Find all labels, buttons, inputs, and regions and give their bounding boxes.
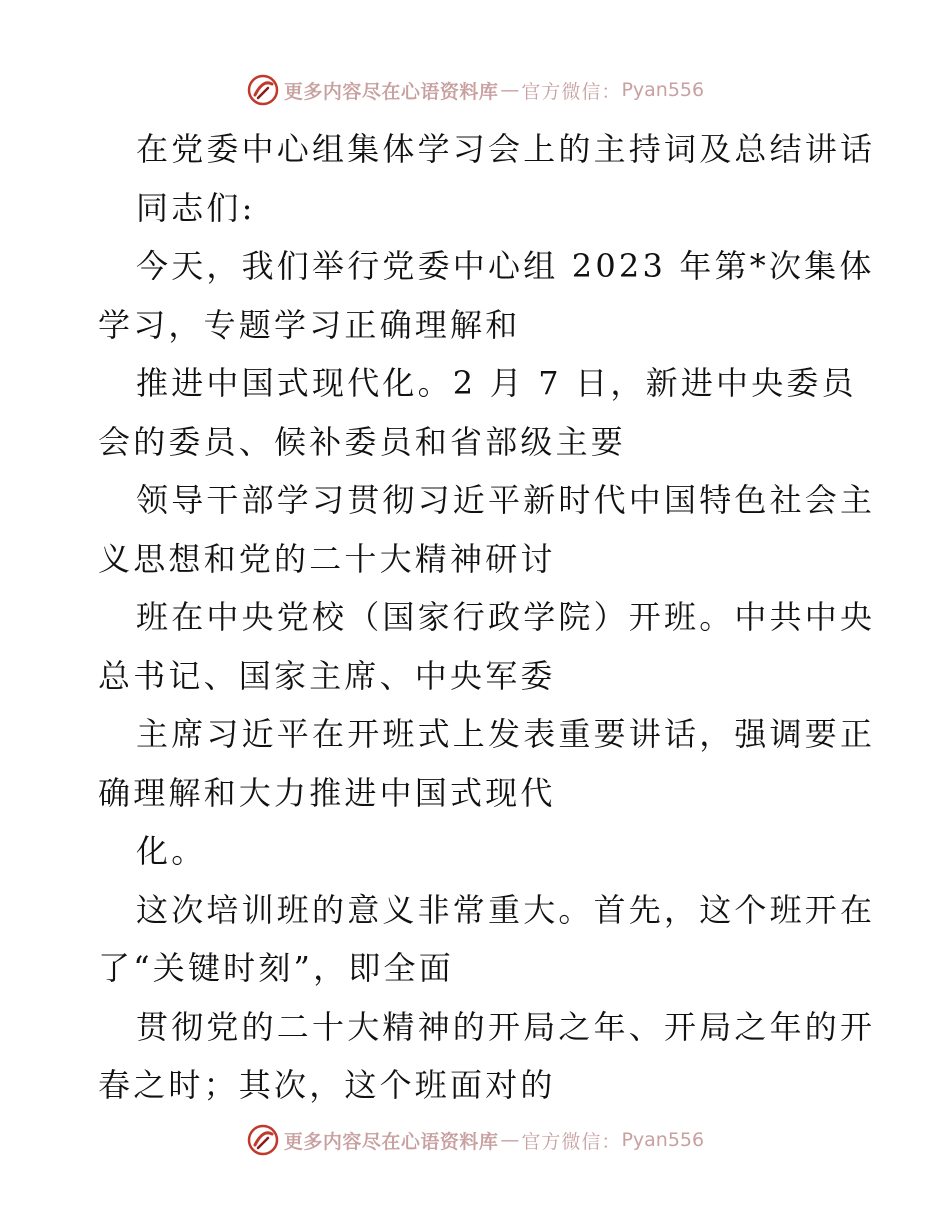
paragraph-line: 这次培训班的意义非常重大。首先，这个班开在 [136, 890, 876, 929]
brand-logo-icon [246, 73, 280, 107]
watermark-sub-text: 官方微信： [521, 80, 622, 103]
watermark-sub-text: 官方微信： [521, 1130, 622, 1153]
paragraph-line: 了“关键时刻”，即全面 [98, 949, 454, 987]
footer-watermark [0, 1120, 950, 1160]
paragraph-line: 贯彻党的二十大精神的开局之年、开局之年的开 [136, 1007, 876, 1046]
document-body [98, 120, 876, 1115]
paragraph-line: 确理解和大力推进中国式现代 [98, 773, 556, 812]
watermark-dash: — [500, 1129, 520, 1151]
paragraph-line: 班在中央党校（国家行政学院）开班。中共中央 [136, 598, 876, 636]
paragraph-line: 会的委员、候补委员和省部级主要 [98, 422, 627, 461]
paragraph-line: 总书记、国家主席、中央军委 [98, 656, 556, 695]
paragraph-line: 学习，专题学习正确理解和 [98, 305, 521, 344]
brand-logo-icon [246, 1123, 280, 1157]
paragraph-line: 领导干部学习贯彻习近平新时代中国特色社会主 [136, 481, 876, 519]
watermark-dash: — [500, 79, 520, 101]
document-title: 在党委中心组集体学习会上的主持词及总结讲话 [136, 130, 876, 168]
paragraph-line: 义思想和党的二十大精神研讨 [98, 539, 556, 578]
paragraph-line: 春之时；其次，这个班面对的 [98, 1066, 556, 1104]
header-watermark [0, 70, 950, 110]
watermark-wechat-id: Pyan556 [621, 1129, 705, 1151]
paragraph-line: 主席习近平在开班式上发表重要讲话，强调要正 [136, 715, 876, 753]
watermark-main-text: 更多内容尽在心语资料库 [283, 80, 499, 103]
paragraph-line: 今天，我们举行党委中心组 2023 年第*次集体 [136, 247, 875, 285]
paragraph-line: 推进中国式现代化。2 月 7 日，新进中央委员 [136, 364, 857, 402]
watermark-main-text: 更多内容尽在心语资料库 [283, 1130, 499, 1153]
watermark-wechat-id: Pyan556 [621, 79, 705, 101]
salutation-line: 同志们: [136, 188, 256, 227]
paragraph-line: 化。 [136, 832, 207, 870]
